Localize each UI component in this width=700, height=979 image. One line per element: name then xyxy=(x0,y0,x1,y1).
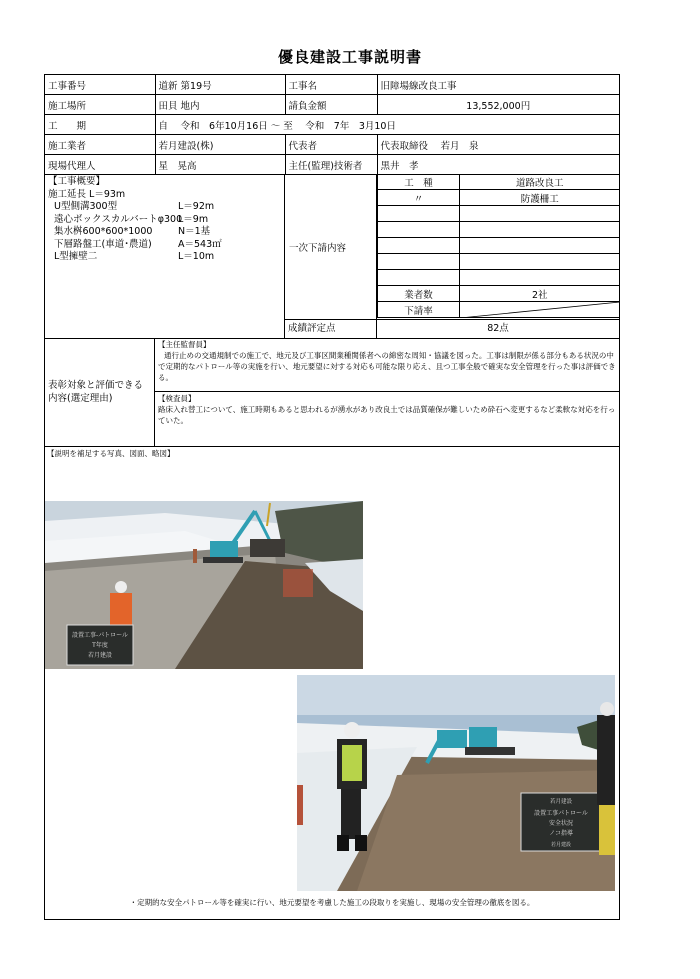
overview-item-qty: N＝1基 xyxy=(178,226,211,237)
evaluation-label: 表彰対象と評価できる内容(選定理由) xyxy=(45,338,155,446)
table-row xyxy=(378,190,620,206)
board-text: 設置工事パトロール xyxy=(534,810,588,817)
label-contract-amount: 請負金額 xyxy=(285,95,377,115)
contractor-count-label: 業者数 xyxy=(378,286,460,302)
label-location: 施工場所 xyxy=(45,95,155,115)
table-row xyxy=(378,206,620,222)
table-row xyxy=(378,286,620,302)
board-text: ノコ指導 xyxy=(549,830,573,837)
subcontract-cell: 〃 xyxy=(378,190,460,206)
overview-item-name: U型側溝300型 xyxy=(54,201,118,212)
list-item xyxy=(48,201,281,214)
list-item xyxy=(48,189,281,202)
table-row xyxy=(378,302,620,318)
overview-item-qty: L＝9m xyxy=(178,213,209,225)
board-text: 安全状況 xyxy=(548,820,574,827)
subcontract-cell xyxy=(460,206,620,222)
subcontract-label: 一次下請内容 xyxy=(285,174,377,319)
list-item xyxy=(48,251,281,264)
diagonal-line xyxy=(460,302,620,318)
overview-item-qty: A＝543㎡ xyxy=(178,238,222,250)
subcontract-col-header: 工 種 xyxy=(378,174,460,190)
inspector-title: 【検査員】 xyxy=(158,394,196,403)
list-item xyxy=(48,214,281,227)
table-row xyxy=(378,222,620,238)
value-chief-engineer: 黒井 孝 xyxy=(377,155,619,175)
overview-item-name: 集水桝600*600*1000 xyxy=(54,226,153,237)
overview-item-qty: L＝92m xyxy=(178,201,215,212)
site-photo-2 xyxy=(297,675,615,891)
subcontract-cell xyxy=(378,270,460,286)
table-row xyxy=(378,254,620,270)
table-row xyxy=(45,75,619,95)
label-project-name: 工事名 xyxy=(285,75,377,95)
main-section xyxy=(45,174,619,339)
contractor-count-value: 2社 xyxy=(460,286,620,302)
overview-item-qty: L＝10m xyxy=(178,251,215,262)
subcontract-cell xyxy=(378,222,460,238)
label-contract-no: 工事番号 xyxy=(45,75,155,95)
page-title: 優良建設工事説明書 xyxy=(277,48,422,66)
site-photo-1 xyxy=(45,501,363,669)
table-row xyxy=(45,95,619,115)
list-item xyxy=(48,226,281,239)
photos-label: 【説明を補足する写真、図面、略図】 xyxy=(47,449,175,458)
value-contract-amount: 13,552,000円 xyxy=(377,95,619,115)
board-text: 若月建設 xyxy=(87,652,113,659)
score-value: 82点 xyxy=(487,323,509,334)
score-label: 成績評定点 xyxy=(285,320,377,338)
board-text: 若月建設 xyxy=(549,799,573,805)
header-table xyxy=(45,75,619,175)
value-site-agent: 星 晃高 xyxy=(155,155,285,175)
value-period: 自 令和 6年10月16日 ～ 至 令和 7年 3月10日 xyxy=(155,115,619,135)
board-text: 設置工事-パトロール xyxy=(72,632,128,639)
subcontract-cell: 防護柵工 xyxy=(460,190,620,206)
overview-item-name: 下層路盤工(車道･農道) xyxy=(54,238,152,250)
overview-item-name: L型擁壁二 xyxy=(54,251,98,262)
table-row xyxy=(378,270,620,286)
site-photo-1-image xyxy=(45,501,363,669)
subcontract-rate-value xyxy=(460,302,620,318)
overview-item-name: 施工延長 L＝93m xyxy=(48,188,126,200)
value-project-name: 旧障場線改良工事 xyxy=(377,75,619,95)
work-overview xyxy=(45,174,285,338)
value-contractor: 若月建設(株) xyxy=(155,135,285,155)
evaluation-section xyxy=(45,338,619,447)
supervisor-comment xyxy=(155,338,619,392)
table-row xyxy=(378,238,620,254)
overview-item-name: 遠心ボックスカルバートφ300 xyxy=(54,213,183,225)
subcontract-table xyxy=(377,174,620,318)
inspector-text: 路床入れ替工について、施工時期もあると思われるが湧水があり改良土では品質確保が難しいため砕石へ変更するなど柔軟な対応を行っていた。 xyxy=(158,405,616,425)
subcontract-cell xyxy=(460,254,620,270)
list-item xyxy=(48,239,281,252)
label-site-agent: 現場代理人 xyxy=(45,155,155,175)
subcontract-col-value: 道路改良工 xyxy=(460,174,620,190)
site-photo-2-image xyxy=(297,675,615,891)
document-frame xyxy=(44,74,620,920)
score-row xyxy=(285,319,619,338)
value-representative: 代表取締役 若月 泉 xyxy=(377,135,619,155)
inspector-comment xyxy=(155,392,619,446)
overview-heading: 【工事概要】 xyxy=(48,176,106,187)
value-contract-no: 道新 第19号 xyxy=(155,75,285,95)
supervisor-text: 通行止めの交通規制での施工で、地元及び工事区間業種関係者への綿密な周知・協議を図った。工事は制限が係る部分もある状況の中で定期的なパトロール等の実施を行い、地元要望に対する対応も可能な限り応え、且つ工事全般で確実な安全管理を行った事は評価できる。 xyxy=(158,351,616,382)
value-location: 田貝 地内 xyxy=(155,95,285,115)
supervisor-title: 【主任監督員】 xyxy=(158,340,211,349)
subcontract-cell xyxy=(378,238,460,254)
label-representative: 代表者 xyxy=(285,135,377,155)
table-row xyxy=(378,174,620,190)
evaluation-body xyxy=(155,338,619,446)
subcontract-rate-label: 下請率 xyxy=(378,302,460,318)
subcontract-cell xyxy=(460,222,620,238)
table-row xyxy=(45,135,619,155)
table-row xyxy=(45,115,619,135)
photo-caption: ・定期的な安全パトロール等を確実に行い、地元要望を考慮した施工の段取りを実施し、現場の安全管理の徹底を図る。 xyxy=(129,898,535,907)
board-text: T年度 xyxy=(92,642,108,649)
table-row xyxy=(45,155,619,175)
subcontract-cell xyxy=(378,254,460,270)
label-period: 工 期 xyxy=(45,115,155,135)
subcontract-cell xyxy=(460,270,620,286)
subcontract-cell xyxy=(460,238,620,254)
board-text: 若月建設 xyxy=(550,842,572,848)
label-chief-engineer: 主任(監理)技術者 xyxy=(285,155,377,175)
subcontract-cell xyxy=(378,206,460,222)
label-contractor: 施工業者 xyxy=(45,135,155,155)
